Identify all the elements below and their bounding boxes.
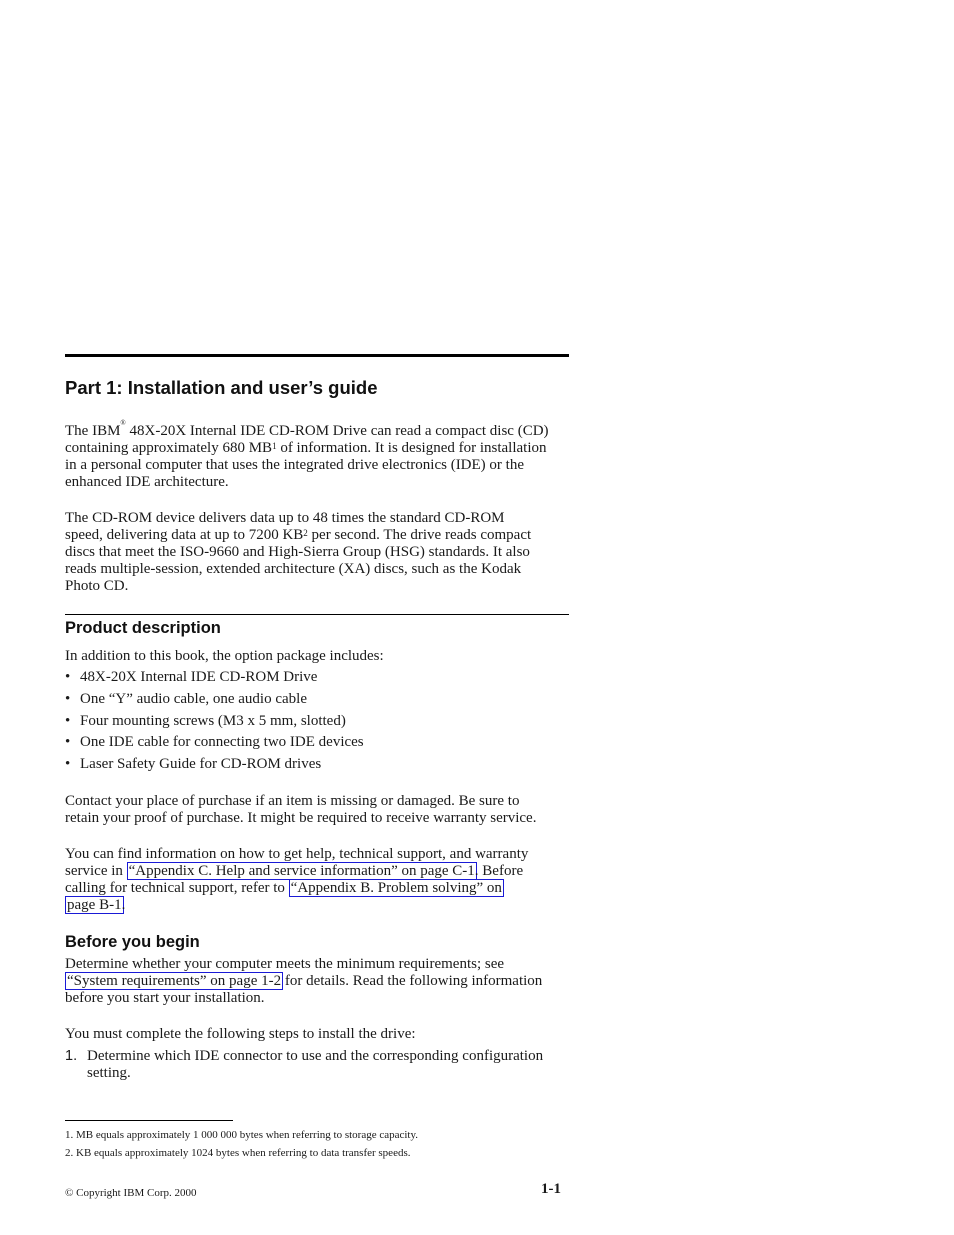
requirements-text: for details. Read the following information <box>281 973 543 989</box>
footnote-ref-2[interactable]: 2 <box>303 528 308 538</box>
footnote-2: 2. KB equals approximately 1024 bytes when referring to data transfer speeds. <box>65 1147 411 1159</box>
list-item-text: One IDE cable for connecting two IDE devices <box>80 734 364 751</box>
package-contents-list <box>65 669 569 778</box>
intro-text: enhanced IDE architecture. <box>65 474 229 490</box>
section-rule <box>65 614 569 615</box>
step-text: setting. <box>87 1065 131 1081</box>
delivery-text: discs that meet the ISO-9660 and High-Sierra Group (HSG) standards. It also <box>65 544 530 560</box>
footnote-1: 1. MB equals approximately 1 000 000 bytes when referring to storage capacity. <box>65 1129 419 1141</box>
help-paragraph <box>65 846 569 914</box>
help-text: calling for technical support, refer to <box>65 880 289 896</box>
package-lead: In addition to this book, the option package includes: <box>65 648 384 664</box>
requirements-text: before you start your installation. <box>65 990 265 1006</box>
product-description-heading: Product description <box>65 619 221 637</box>
contact-text: Contact your place of purchase if an item is missing or damaged. Be sure to <box>65 793 520 809</box>
intro-text: in a personal computer that uses the integrated drive electronics (IDE) or the <box>65 457 524 473</box>
delivery-text: The CD-ROM device delivers data up to 48 times the standard CD-ROM <box>65 510 505 526</box>
footnote-rule <box>65 1120 233 1121</box>
footnote-ref-1[interactable]: 1 <box>272 441 277 451</box>
list-item-text: 48X-20X Internal IDE CD-ROM Drive <box>80 669 318 685</box>
contact-text: retain your proof of purchase. It might be required to receive warranty service. <box>65 810 537 826</box>
delivery-paragraph <box>65 510 569 595</box>
intro-text: 48X-20X Internal IDE CD-ROM Drive can read a compact disc (CD) <box>129 423 549 439</box>
intro-text: containing approximately 680 MB <box>65 440 273 456</box>
contact-paragraph <box>65 793 569 827</box>
bullet: • <box>65 669 71 685</box>
before-you-begin-heading: Before you begin <box>65 933 200 951</box>
list-item <box>65 756 569 778</box>
list-item-text: One “Y” audio cable, one audio cable <box>80 690 307 707</box>
list-item <box>65 713 569 735</box>
intro-text: The IBM <box>65 423 121 439</box>
intro-text: of information. It is designed for installation <box>276 440 547 456</box>
list-item <box>65 691 569 713</box>
steps-lead: You must complete the following steps to install the drive: <box>65 1026 416 1042</box>
delivery-text: speed, delivering data at up to 7200 KB <box>65 527 304 543</box>
bullet: • <box>65 712 71 729</box>
list-item <box>65 669 569 691</box>
appendix-b-link[interactable]: “Appendix B. Problem solving” on <box>290 880 502 896</box>
appendix-b-link-continued[interactable]: page B-1 <box>67 897 122 913</box>
appendix-c-link[interactable]: “Appendix C. Help and service information” on page C-1 <box>128 863 475 879</box>
delivery-text: Photo CD. <box>65 578 129 594</box>
part-title: Part 1: Installation and user’s guide <box>65 377 378 398</box>
bullet: • <box>65 756 71 772</box>
help-text: service in <box>65 863 127 879</box>
bullet: • <box>65 734 71 751</box>
bullet: • <box>65 690 71 707</box>
help-text: . Before <box>474 863 524 879</box>
part-title-rule <box>65 354 569 357</box>
step-number: 1. <box>65 1048 78 1064</box>
copyright-notice: © Copyright IBM Corp. 2000 <box>65 1187 197 1199</box>
help-text: . <box>121 897 126 913</box>
system-requirements-link[interactable]: “System requirements” on page 1-2 <box>67 973 282 989</box>
intro-paragraph <box>65 419 569 491</box>
help-text: You can find information on how to get help, technical support, and warranty <box>65 846 529 862</box>
step-1 <box>65 1048 569 1082</box>
page-number: 1-1 <box>541 1181 561 1197</box>
list-item-text: Four mounting screws (M3 x 5 mm, slotted) <box>80 712 346 729</box>
delivery-text: reads multiple-session, extended architecture (XA) discs, such as the Kodak <box>65 561 522 577</box>
registered-mark: ® <box>120 419 126 427</box>
list-item-text: Laser Safety Guide for CD-ROM drives <box>80 756 322 772</box>
requirements-paragraph <box>65 956 569 1007</box>
delivery-text: per second. The drive reads compact <box>307 527 532 543</box>
requirements-text: Determine whether your computer meets the minimum requirements; see <box>65 956 505 972</box>
list-item <box>65 734 569 756</box>
step-text: Determine which IDE connector to use and the corresponding configuration <box>87 1048 544 1064</box>
